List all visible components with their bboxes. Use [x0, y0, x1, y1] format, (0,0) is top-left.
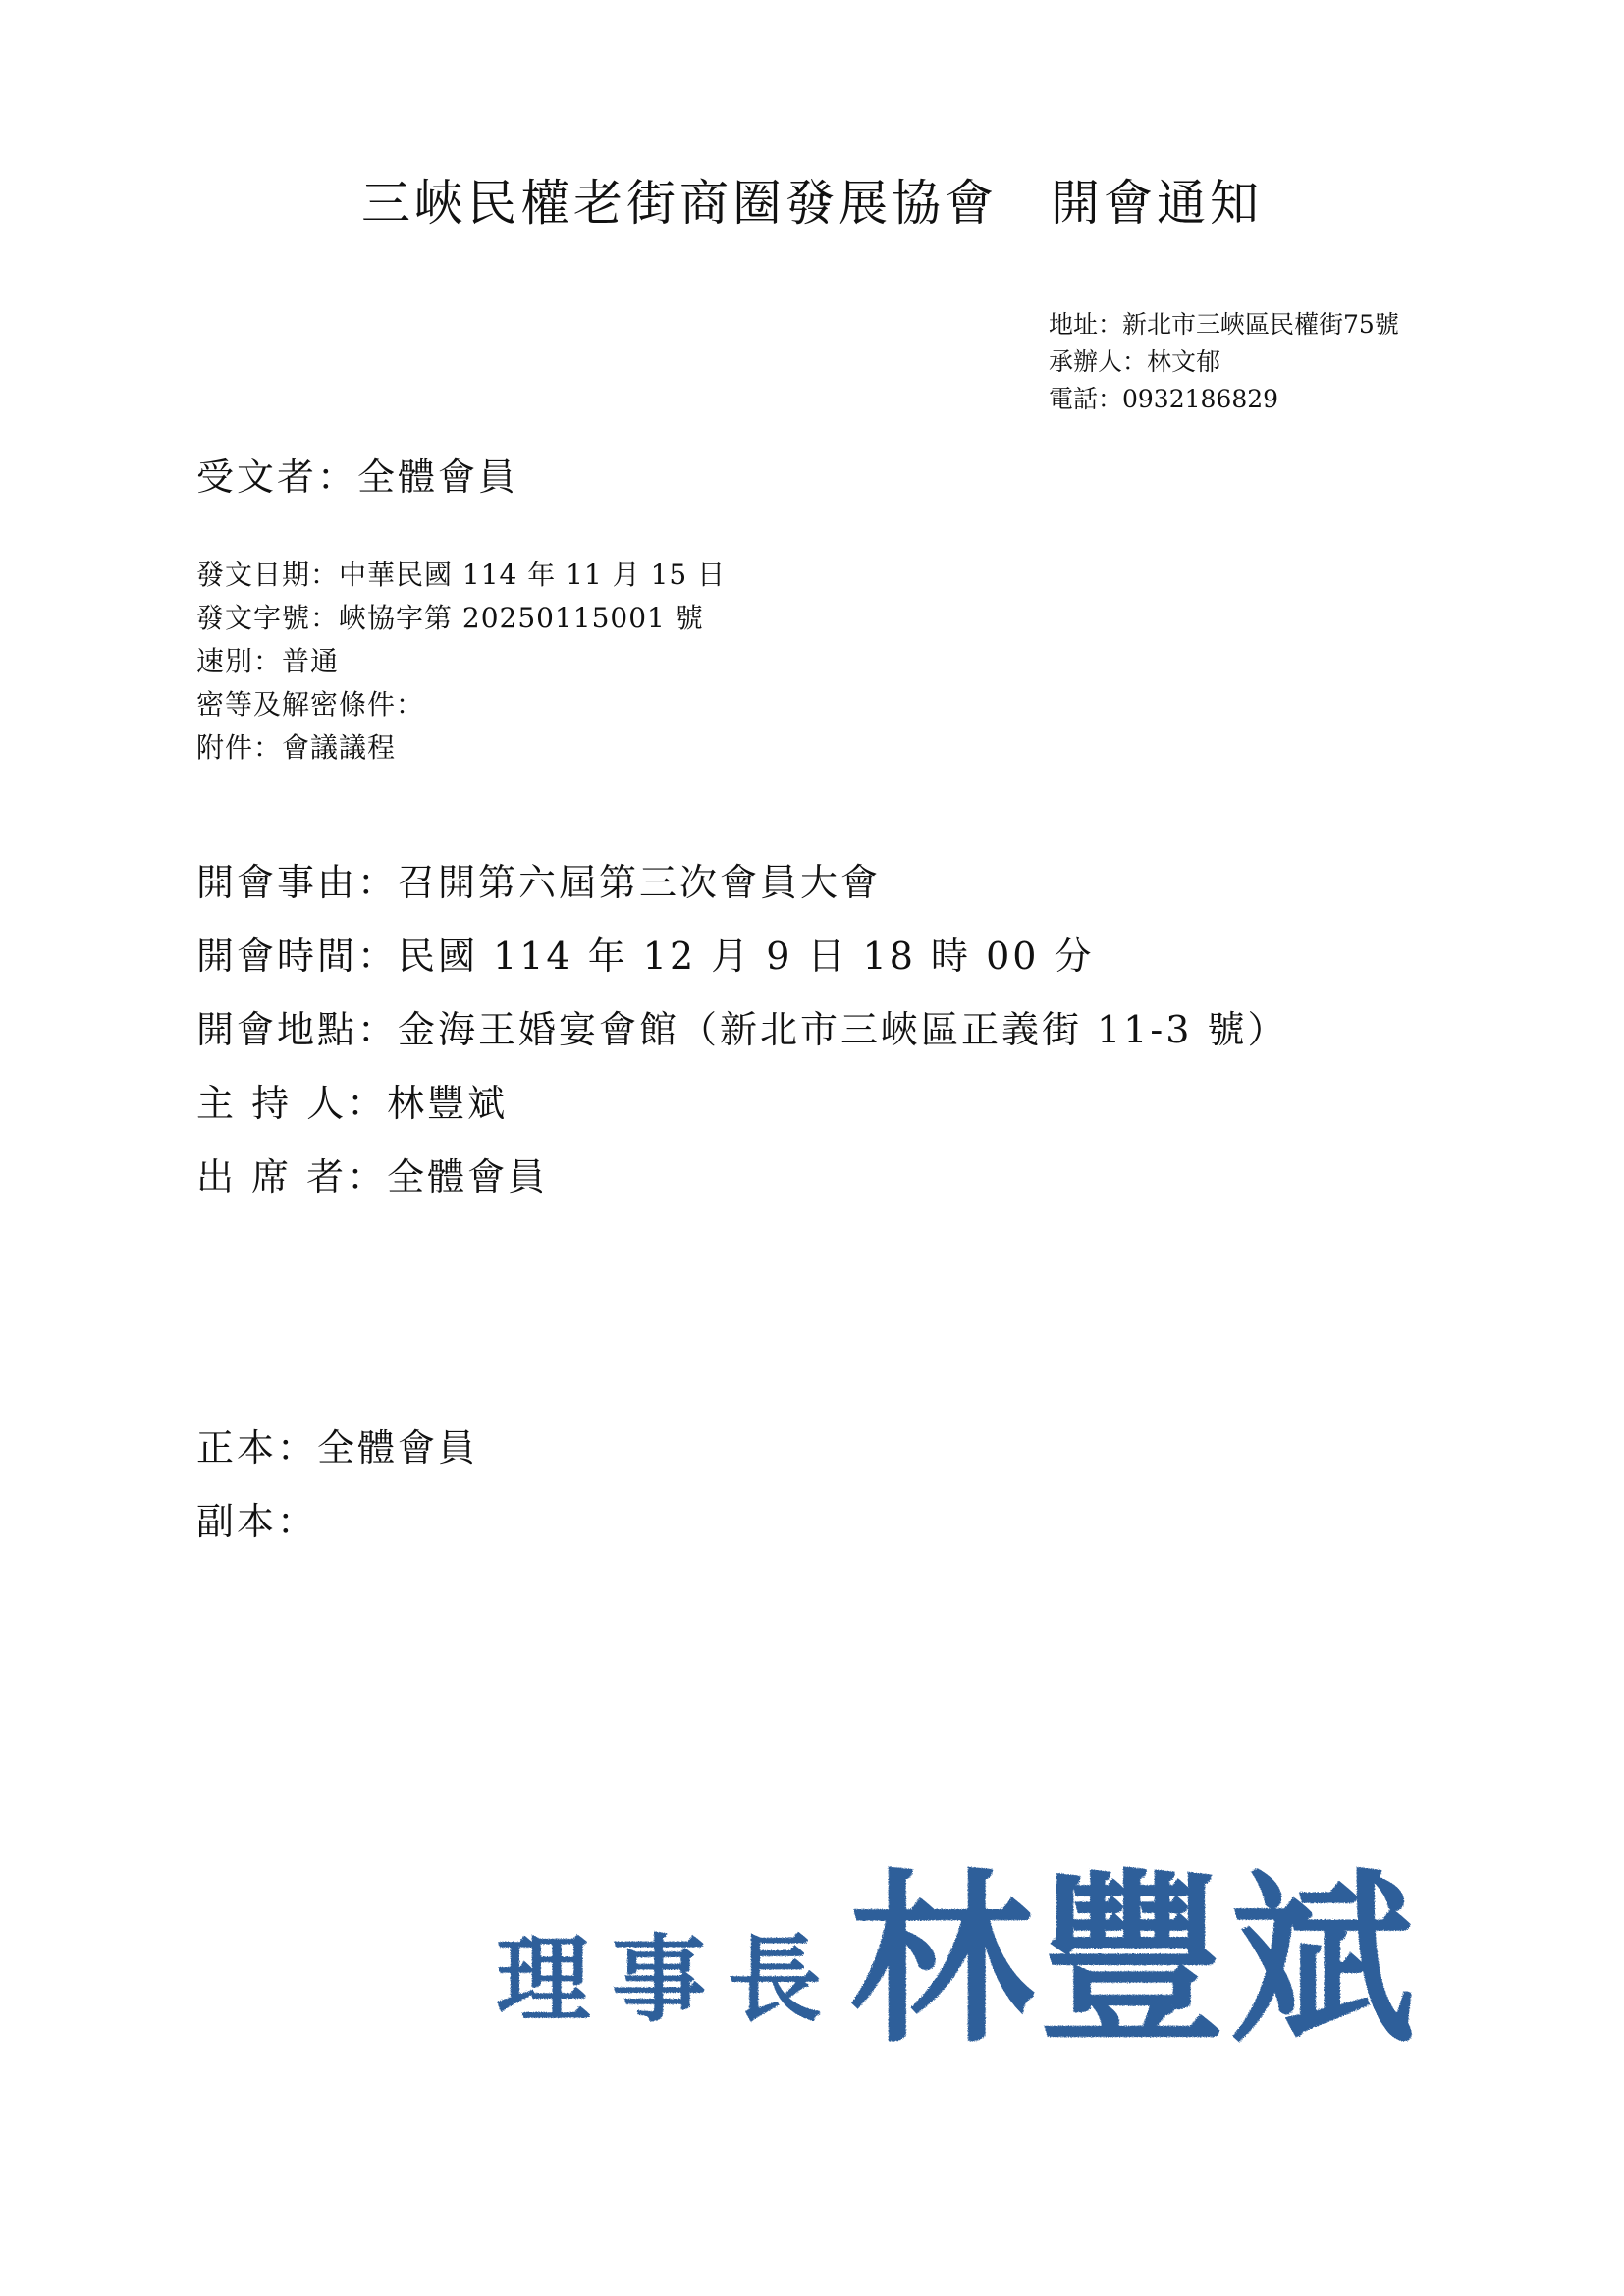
signature-name: 林豐斌 — [849, 1853, 1421, 2061]
contact-handler: 承辦人：林文郁 — [1049, 347, 1221, 376]
document-info-block — [196, 554, 726, 770]
meeting-reason: 開會事由：召開第六屆第三次會員大會 — [196, 861, 882, 904]
duplicate-copy: 副本： — [196, 1500, 318, 1543]
copies-block — [196, 1412, 478, 1559]
signature-title: 理事長 — [496, 1925, 843, 2035]
document-title: 三峽民權老街商圈發展協會 開會通知 — [361, 175, 1263, 232]
original-copy: 正本：全體會員 — [196, 1426, 479, 1469]
document-number: 發文字號：峽協字第 20250115001 號 — [196, 602, 704, 634]
contact-address: 地址：新北市三峽區民權街75號 — [1049, 310, 1399, 339]
chairman-signature-stamp — [496, 1836, 1438, 2061]
meeting-details-block — [196, 846, 1288, 1214]
contact-phone: 電話：0932186829 — [1049, 385, 1279, 413]
attachment: 附件：會議議程 — [196, 731, 397, 764]
contact-block — [1049, 306, 1399, 418]
secrecy-level: 密等及解密條件： — [196, 688, 425, 721]
meeting-attendees: 出 席 者：全體會員 — [196, 1155, 549, 1199]
meeting-host: 主 持 人：林豐斌 — [196, 1082, 509, 1125]
recipient-line: 受文者：全體會員 — [196, 455, 519, 499]
meeting-location: 開會地點：金海王婚宴會館（新北市三峽區正義街 11-3 號） — [196, 1008, 1288, 1051]
issue-date: 發文日期：中華民國 114 年 11 月 15 日 — [196, 559, 727, 591]
meeting-time: 開會時間：民國 114 年 12 月 9 日 18 時 00 分 — [196, 934, 1095, 978]
signature-graphic — [496, 1836, 1438, 2061]
delivery-speed: 速別：普通 — [196, 645, 340, 677]
